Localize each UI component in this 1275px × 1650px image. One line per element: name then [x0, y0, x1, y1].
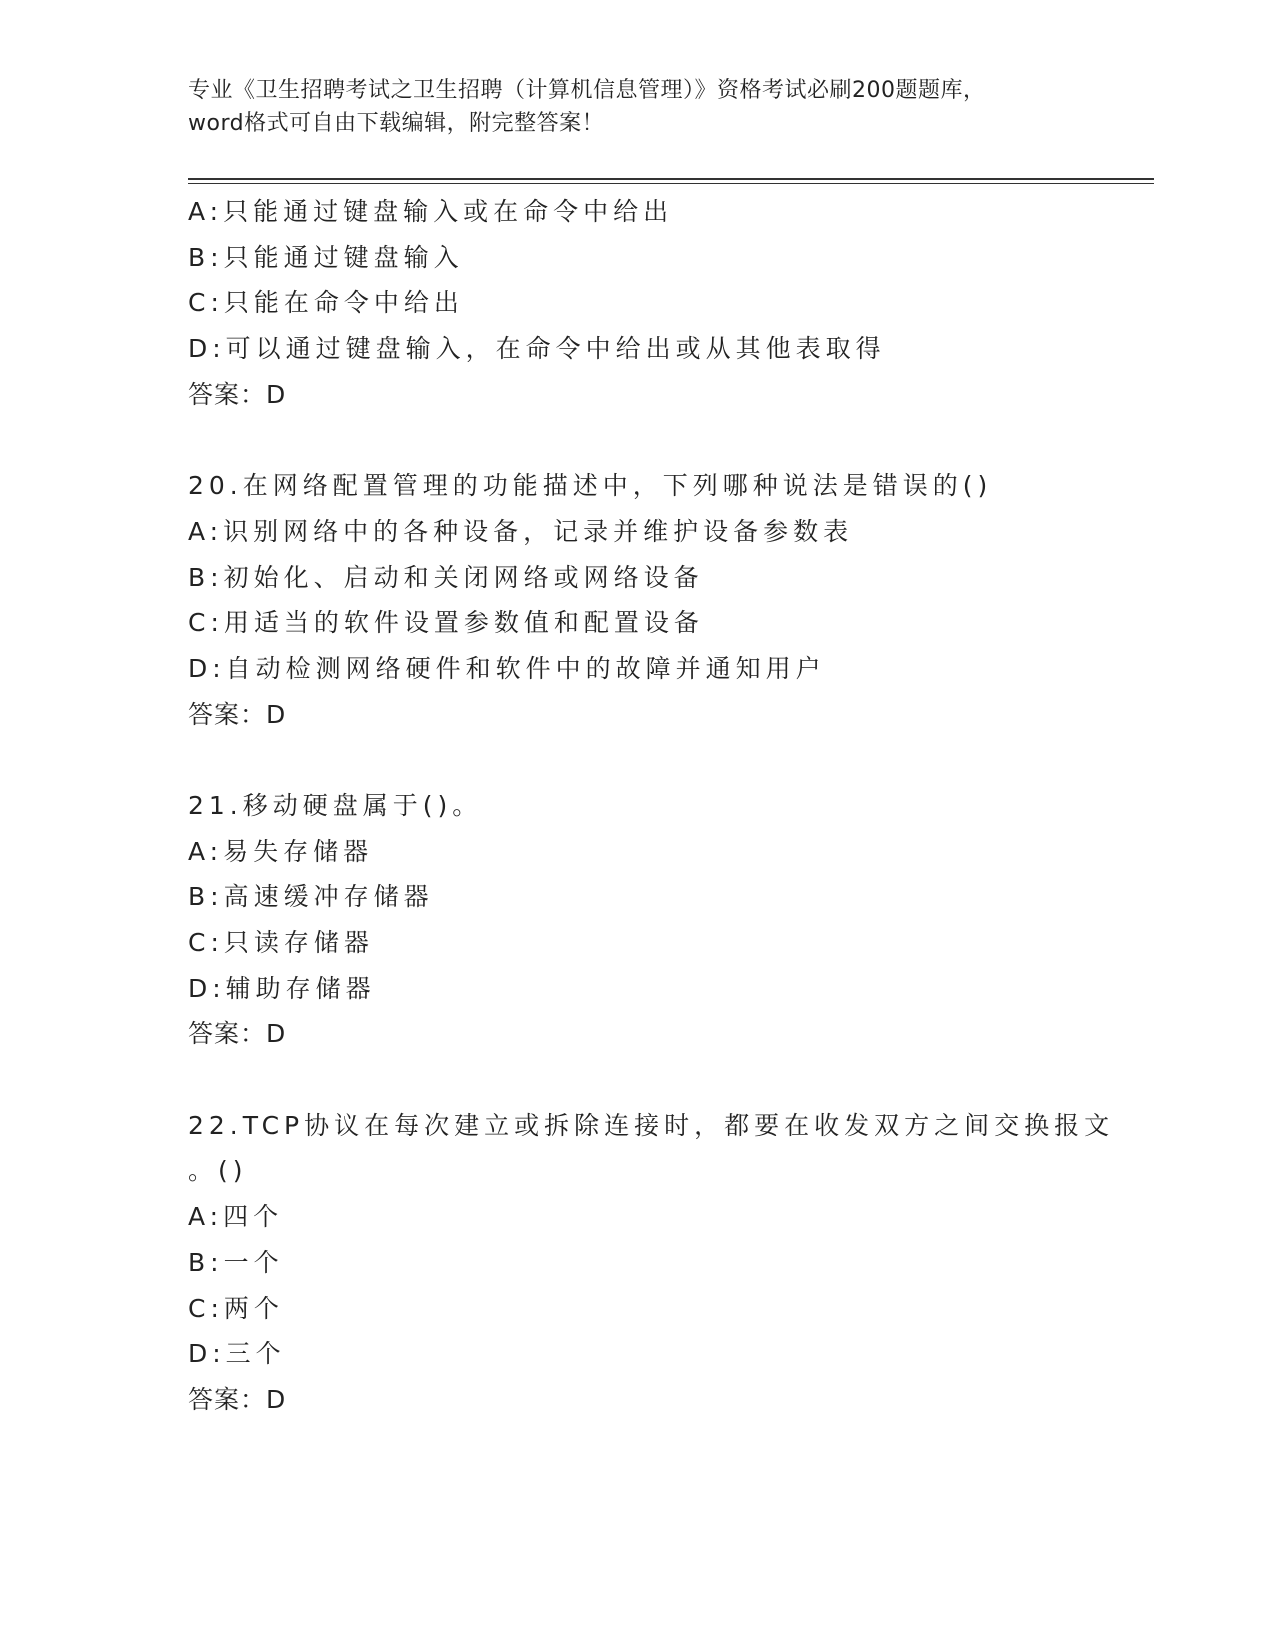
option-b: B:高速缓冲存储器 — [188, 882, 434, 912]
answer-line: 答案：D — [188, 379, 287, 409]
question-19-partial — [188, 189, 1154, 417]
answer-line: 答案：D — [188, 1384, 287, 1414]
option-d: D:可以通过键盘输入，在命令中给出或从其他表取得 — [188, 334, 886, 364]
option-d: D:三个 — [188, 1339, 286, 1369]
question-stem: 21.移动硬盘属于()。 — [188, 790, 483, 820]
question-20 — [188, 463, 1154, 737]
answer-line: 答案：D — [188, 1019, 287, 1049]
option-d: D:辅助存储器 — [188, 973, 376, 1003]
option-c: C:只能在命令中给出 — [188, 288, 464, 318]
header-divider-thick — [188, 178, 1154, 180]
header-title-line-2: word格式可自由下载编辑，附完整答案！ — [188, 111, 605, 136]
question-stem-line-2: 。() — [188, 1156, 248, 1186]
option-b: B:初始化、启动和关闭网络或网络设备 — [188, 562, 704, 592]
option-a: A:只能通过键盘输入或在命令中给出 — [188, 197, 674, 226]
option-c: C:两个 — [188, 1293, 284, 1323]
option-b: B:只能通过键盘输入 — [188, 242, 464, 272]
header-title-line-1: 专业《卫生招聘考试之卫生招聘（计算机信息管理）》资格考试必刷200题题库， — [188, 78, 986, 103]
spacer — [188, 737, 1154, 783]
option-a: A:四个 — [188, 1202, 284, 1232]
spacer — [188, 1057, 1154, 1103]
option-a: A:识别网络中的各种设备，记录并维护设备参数表 — [188, 516, 854, 546]
option-c: C:只读存储器 — [188, 928, 374, 957]
question-22 — [188, 1103, 1154, 1423]
question-stem-line-1: 22.TCP协议在每次建立或拆除连接时，都要在收发双方之间交换报文 — [188, 1110, 1115, 1140]
option-d: D:自动检测网络硬件和软件中的故障并通知用户 — [188, 653, 826, 683]
question-stem: 20.在网络配置管理的功能描述中，下列哪种说法是错误的() — [188, 471, 993, 501]
option-c: C:用适当的软件设置参数值和配置设备 — [188, 608, 704, 638]
spacer — [188, 417, 1154, 463]
question-list — [188, 189, 1154, 1423]
header-divider-thin — [188, 183, 1154, 184]
question-21 — [188, 783, 1154, 1057]
document-header — [188, 74, 1088, 140]
answer-line: 答案：D — [188, 699, 287, 729]
option-a: A:易失存储器 — [188, 836, 374, 866]
option-b: B:一个 — [188, 1247, 284, 1277]
